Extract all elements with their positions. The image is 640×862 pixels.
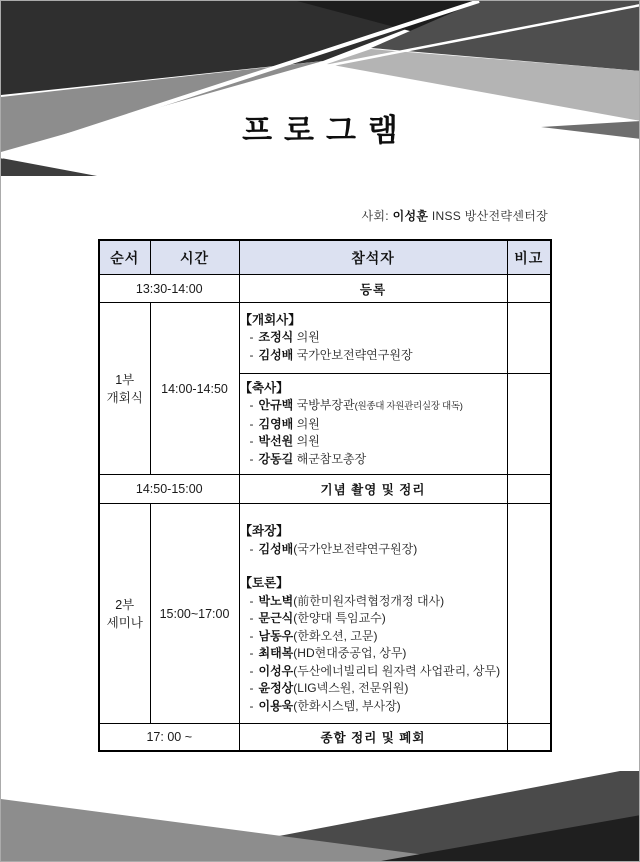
part1-congrats-cell <box>239 374 507 475</box>
part1-order <box>99 303 150 475</box>
header-time: 시간 <box>150 240 239 275</box>
list-item: - 안규백 국방부장관(원종대 자원관리실장 대독) <box>249 398 463 413</box>
part2-order-top: 2부 <box>115 597 135 612</box>
header-participants: 참석자 <box>239 240 507 275</box>
row-registration <box>99 275 551 303</box>
list-item: - 이성우(두산에너빌리티 원자력 사업관리, 상무) <box>249 663 501 678</box>
list-item: - 최태복(HD현대중공업, 상무) <box>249 646 407 660</box>
row-photo <box>99 475 551 504</box>
bottom-ribbon-decoration <box>1 771 640 861</box>
registration-note <box>507 275 551 303</box>
header-order: 순서 <box>99 240 150 275</box>
header-note: 비고 <box>507 240 551 275</box>
part1-order-bottom: 개회식 <box>106 390 143 405</box>
chair-section-header: 【좌장】 <box>239 524 289 538</box>
part1-opening-cell <box>239 303 507 374</box>
closing-note <box>507 724 551 751</box>
list-item: - 윤정상(LIG넥스원, 전문위원) <box>249 681 409 695</box>
list-item: - 김영배 의원 <box>249 416 320 431</box>
photo-time: 14:50-15:00 <box>99 475 239 504</box>
list-item: - 박노벽(前한미원자력협정개정 대사) <box>249 593 445 608</box>
list-item: - 남동우(한화오션, 고문) <box>249 628 378 643</box>
host-label: 사회: <box>361 209 389 223</box>
section-gap <box>240 558 507 575</box>
host-name: 이성훈 <box>392 209 429 223</box>
part2-participants-cell <box>239 504 507 724</box>
list-item: - 조정식 의원 <box>249 330 320 345</box>
table-header-row <box>99 240 551 275</box>
list-item: - 김성배(국가안보전략연구원장) <box>249 541 418 556</box>
registration-time: 13:30-14:00 <box>99 275 239 303</box>
program-table <box>98 239 552 752</box>
part1-opening-note <box>507 303 551 374</box>
host-line <box>362 207 548 224</box>
list-item: - 이용욱(한화시스템, 부사장) <box>249 698 401 713</box>
list-item: - 김성배 국가안보전략연구원장 <box>249 347 413 362</box>
part2-order <box>99 504 150 724</box>
registration-label: 등록 <box>239 275 507 303</box>
row-part2 <box>99 504 551 724</box>
list-item: - 박선원 의원 <box>249 434 320 449</box>
host-affiliation: INSS 방산전략센터장 <box>431 209 548 223</box>
closing-label: 종합 정리 및 폐회 <box>239 724 507 751</box>
photo-note <box>507 475 551 504</box>
row-closing <box>99 724 551 751</box>
row-part1-opening <box>99 303 551 374</box>
part2-order-bottom: 세미나 <box>106 615 143 630</box>
part1-time: 14:00-14:50 <box>150 303 239 475</box>
congrats-section-header: 【축사】 <box>239 380 289 395</box>
list-item: - 문근식(한양대 특임교수) <box>249 611 386 625</box>
page-title: 프로그램 <box>242 113 410 148</box>
part1-order-top: 1부 <box>115 372 135 387</box>
part2-note <box>507 504 551 724</box>
closing-time: 17: 00 ~ <box>99 724 239 751</box>
discussion-section-header: 【토론】 <box>239 576 289 590</box>
part2-time: 15:00~17:00 <box>150 504 239 724</box>
opening-section-header: 【개회사】 <box>239 312 301 327</box>
photo-label: 기념 촬영 및 정리 <box>239 475 507 504</box>
part1-congrats-note <box>507 374 551 475</box>
list-item: - 강동길 해군참모총장 <box>249 451 367 466</box>
